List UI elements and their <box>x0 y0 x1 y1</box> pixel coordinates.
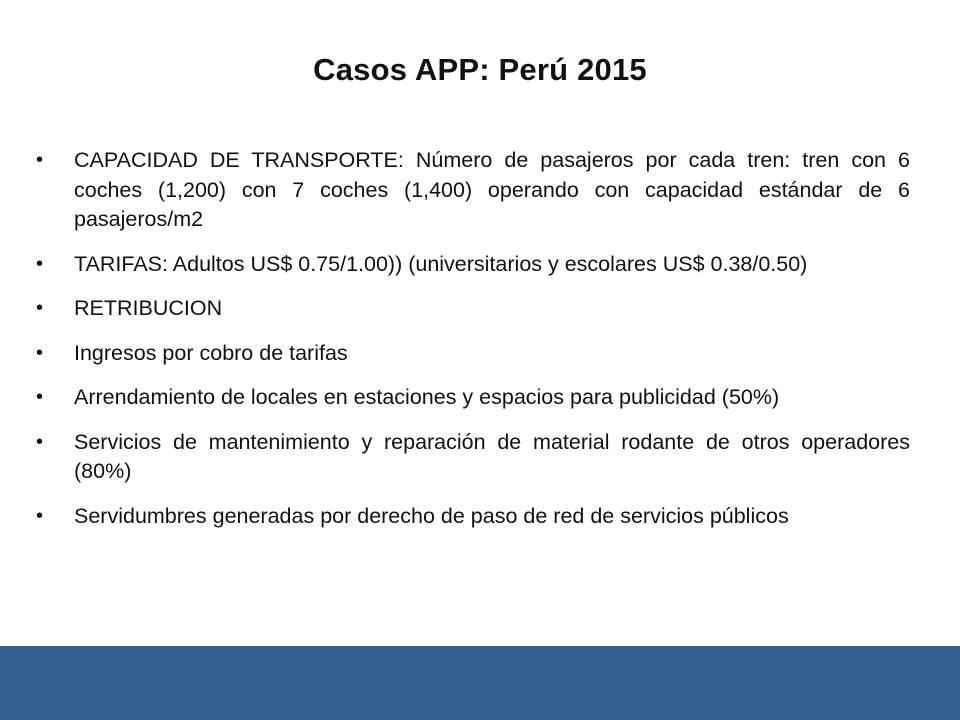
bullet-retribucion: • RETRIBUCION <box>36 294 910 324</box>
bullet-servicios-mantenimiento: • Servicios de mantenimiento y reparación de material rodante de otros operadores (80%) <box>36 428 910 487</box>
bullet-list <box>36 146 910 546</box>
bullet-ingresos-tarifas: • Ingresos por cobro de tarifas <box>36 339 910 369</box>
footer-band <box>0 646 960 720</box>
bullet-capacidad-transporte: • CAPACIDAD DE TRANSPORTE: Número de pasajeros por cada tren: tren con 6 coches (1,200) con 7 coches (1,400) operando con capacidad estándar de 6 pasajeros/m2 <box>36 146 910 235</box>
slide-title: Casos APP: Perú 2015 <box>313 52 647 87</box>
bullet-tarifas: • TARIFAS: Adultos US$ 0.75/1.00)) (universitarios y escolares US$ 0.38/0.50) <box>36 250 910 280</box>
bullet-servidumbres: • Servidumbres generadas por derecho de paso de red de servicios públicos <box>36 502 910 532</box>
bullet-arrendamiento: • Arrendamiento de locales en estaciones y espacios para publicidad (50%) <box>36 383 910 413</box>
